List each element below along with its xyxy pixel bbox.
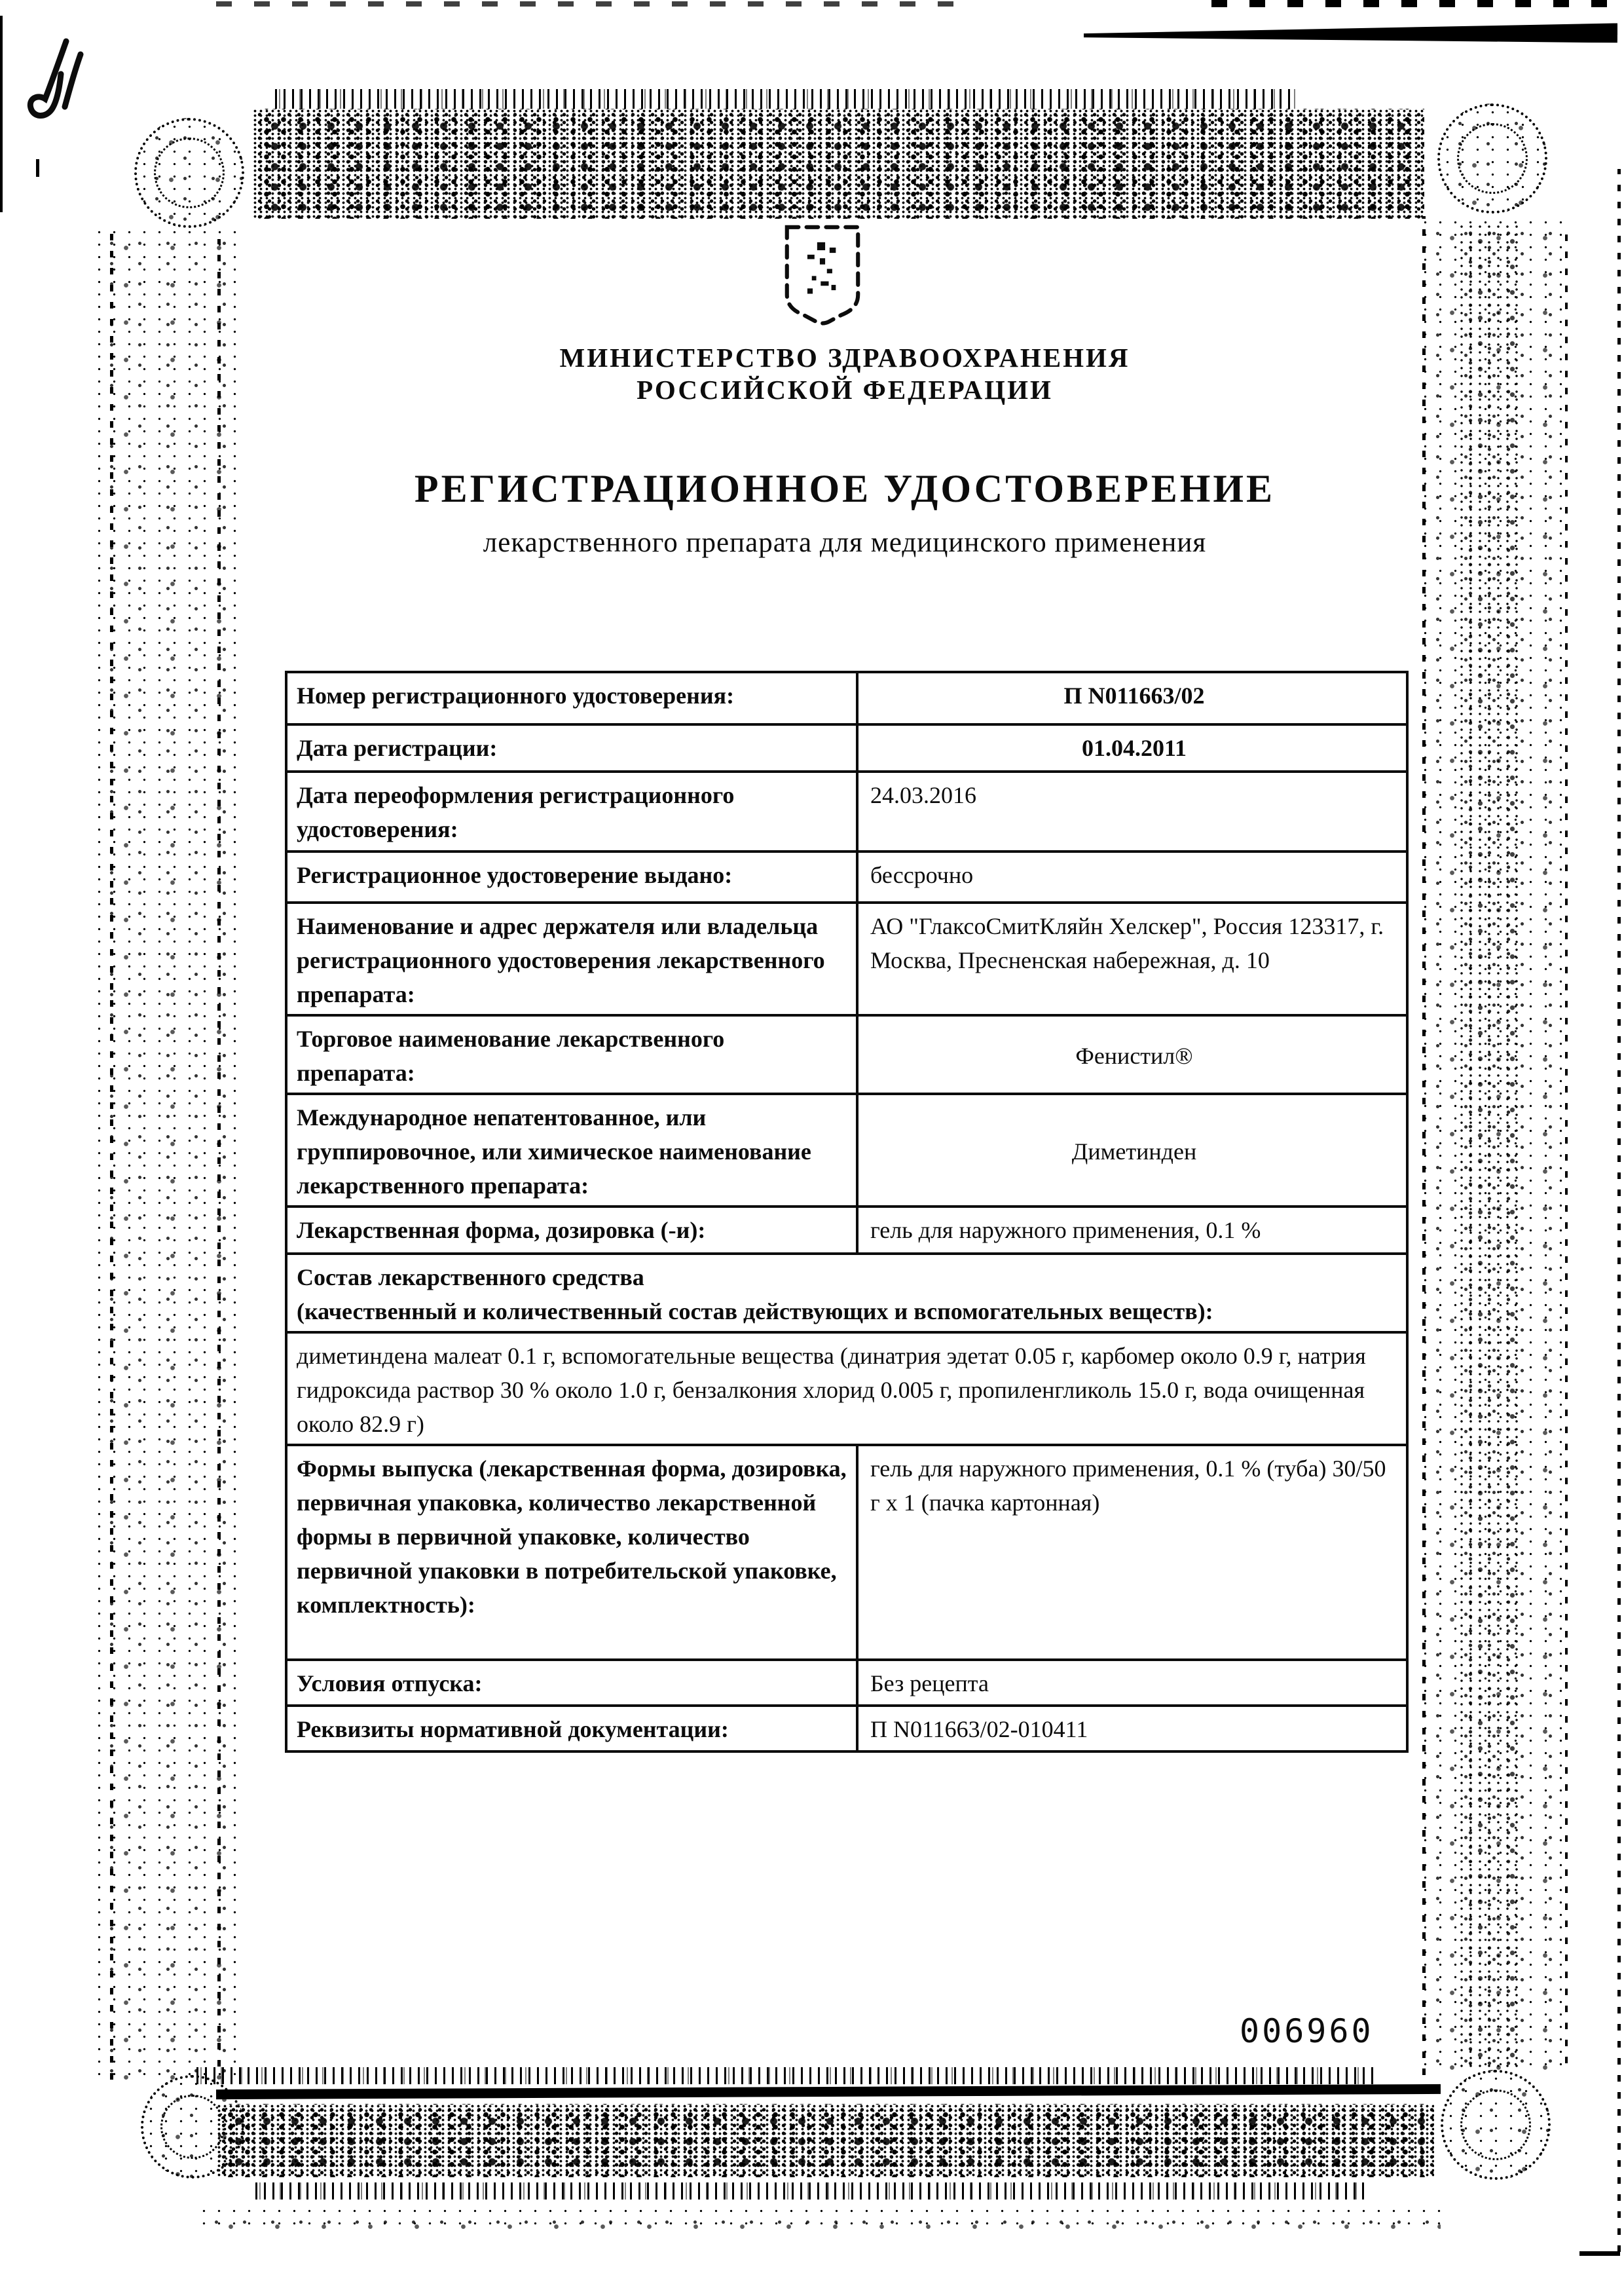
frame-right-dash-line-outer bbox=[1565, 229, 1568, 2063]
row-registration-number bbox=[287, 673, 1406, 723]
row-label: Дата переоформления регистрационного удостоверения: bbox=[297, 782, 735, 842]
row-label: Реквизиты нормативной документации: bbox=[297, 1716, 729, 1742]
row-value: бессрочно bbox=[856, 853, 1406, 901]
scan-tick-mark bbox=[36, 159, 39, 177]
frame-corner-rosette-bottom-right bbox=[1441, 2070, 1551, 2180]
row-label: Регистрационное удостоверение выдано: bbox=[297, 862, 733, 888]
row-value: Без рецепта bbox=[856, 1661, 1406, 1704]
ministry-name-line1: МИНИСТЕРСТВО ЗДРАВООХРАНЕНИЯ bbox=[559, 343, 1130, 373]
row-composition-text bbox=[287, 1331, 1406, 1444]
frame-left-dash-line-outer bbox=[110, 226, 113, 2080]
row-label: Торговое наименование лекарственного препарата: bbox=[297, 1026, 725, 1086]
frame-corner-rosette-top-right bbox=[1437, 103, 1547, 214]
scan-right-edge-dashes bbox=[1617, 169, 1621, 2252]
frame-top-ticks bbox=[275, 89, 1297, 109]
row-value: Фенистил® bbox=[856, 1017, 1406, 1093]
row-value: Диметинден bbox=[856, 1095, 1406, 1205]
frame-bottom-ticks-upper bbox=[196, 2067, 1375, 2084]
frame-bottom-smear-line bbox=[216, 2084, 1441, 2099]
row-value: 01.04.2011 bbox=[856, 726, 1406, 770]
frame-bottom-band bbox=[216, 2104, 1434, 2177]
row-label: Номер регистрационного удостоверения: bbox=[297, 683, 735, 709]
row-dosage-form bbox=[287, 1205, 1406, 1252]
frame-corner-rosette-top-left bbox=[134, 118, 244, 228]
row-composition-header bbox=[287, 1252, 1406, 1331]
document-subtitle: лекарственного препарата для медицинского применения bbox=[483, 527, 1207, 558]
frame-bottom-dust bbox=[196, 2205, 1441, 2230]
row-registration-date bbox=[287, 723, 1406, 770]
frame-bottom-ticks-lower bbox=[255, 2182, 1369, 2200]
row-value: гель для наружного применения, 0.1 % (туба) 30/50 г х 1 (пачка картонная) bbox=[856, 1446, 1406, 1658]
serial-number: 006960 bbox=[1240, 2012, 1374, 2050]
frame-top-band bbox=[252, 109, 1424, 219]
row-inn-name bbox=[287, 1093, 1406, 1205]
document-title: РЕГИСТРАЦИОННОЕ УДОСТОВЕРЕНИЕ bbox=[414, 467, 1276, 510]
coat-of-arms-icon bbox=[778, 223, 867, 328]
scan-streak-mark bbox=[1084, 22, 1617, 43]
row-label: Условия отпуска: bbox=[297, 1670, 483, 1696]
scan-top-edge-dashes bbox=[216, 1, 969, 7]
row-value: 24.03.2016 bbox=[856, 773, 1406, 850]
row-value: П N011663/02-010411 bbox=[856, 1707, 1406, 1750]
row-label: Международное непатентованное, или группировочное, или химическое наименование лекарственного препарата: bbox=[297, 1104, 811, 1199]
registration-table bbox=[285, 671, 1409, 1753]
row-label: Формы выпуска (лекарственная форма, дозировка, первичная упаковка, количество лекарственной формы в первичной упаковке, количество первичной упаковки в потребительской упаковке, комплектность): bbox=[297, 1455, 847, 1618]
row-full-text: диметиндена малеат 0.1 г, вспомогательные вещества (динатрия эдетат 0.05 г, карбомер около 0.9 г, натрия гидроксида раствор 30 % около 1.0 г, бензалкония хлорид 0.005 г, пропиленгликоль 15.0 г, вода очищенная около 82.9 г) bbox=[297, 1343, 1366, 1437]
scan-left-edge-line bbox=[0, 16, 3, 212]
frame-left-dash-line-inner bbox=[217, 239, 221, 2067]
scan-top-edge-dashes-right bbox=[1211, 0, 1624, 7]
composition-header-line1: Состав лекарственного средства bbox=[297, 1264, 644, 1290]
row-value: П N011663/02 bbox=[856, 673, 1406, 723]
row-reissue-date bbox=[287, 770, 1406, 850]
scan-bottom-right-mark bbox=[1579, 2251, 1620, 2256]
row-label: Дата регистрации: bbox=[297, 735, 498, 761]
row-holder-name-address bbox=[287, 901, 1406, 1014]
ministry-name bbox=[190, 342, 1500, 406]
row-value: АО "ГлаксоСмитКляйн Хелскер", Россия 123317, г. Москва, Пресненская набережная, д. 10 bbox=[856, 904, 1406, 1014]
row-trade-name bbox=[287, 1014, 1406, 1093]
composition-header-line2: (качественный и количественный состав действующих и вспомогательных веществ): bbox=[297, 1298, 1213, 1324]
row-value: гель для наружного применения, 0.1 % bbox=[856, 1208, 1406, 1252]
row-issued-validity bbox=[287, 850, 1406, 901]
row-label: Наименование и адрес держателя или владельца регистрационного удостоверения лекарственного препарата: bbox=[297, 913, 825, 1007]
row-release-forms bbox=[287, 1444, 1406, 1658]
row-full-label bbox=[287, 1255, 1406, 1331]
ministry-name-line2: РОССИЙСКОЙ ФЕДЕРАЦИИ bbox=[637, 375, 1053, 405]
row-label: Лекарственная форма, дозировка (-и): bbox=[297, 1217, 706, 1243]
handwritten-mark bbox=[23, 36, 108, 131]
row-normative-documentation bbox=[287, 1704, 1406, 1750]
row-dispensing-conditions bbox=[287, 1658, 1406, 1704]
